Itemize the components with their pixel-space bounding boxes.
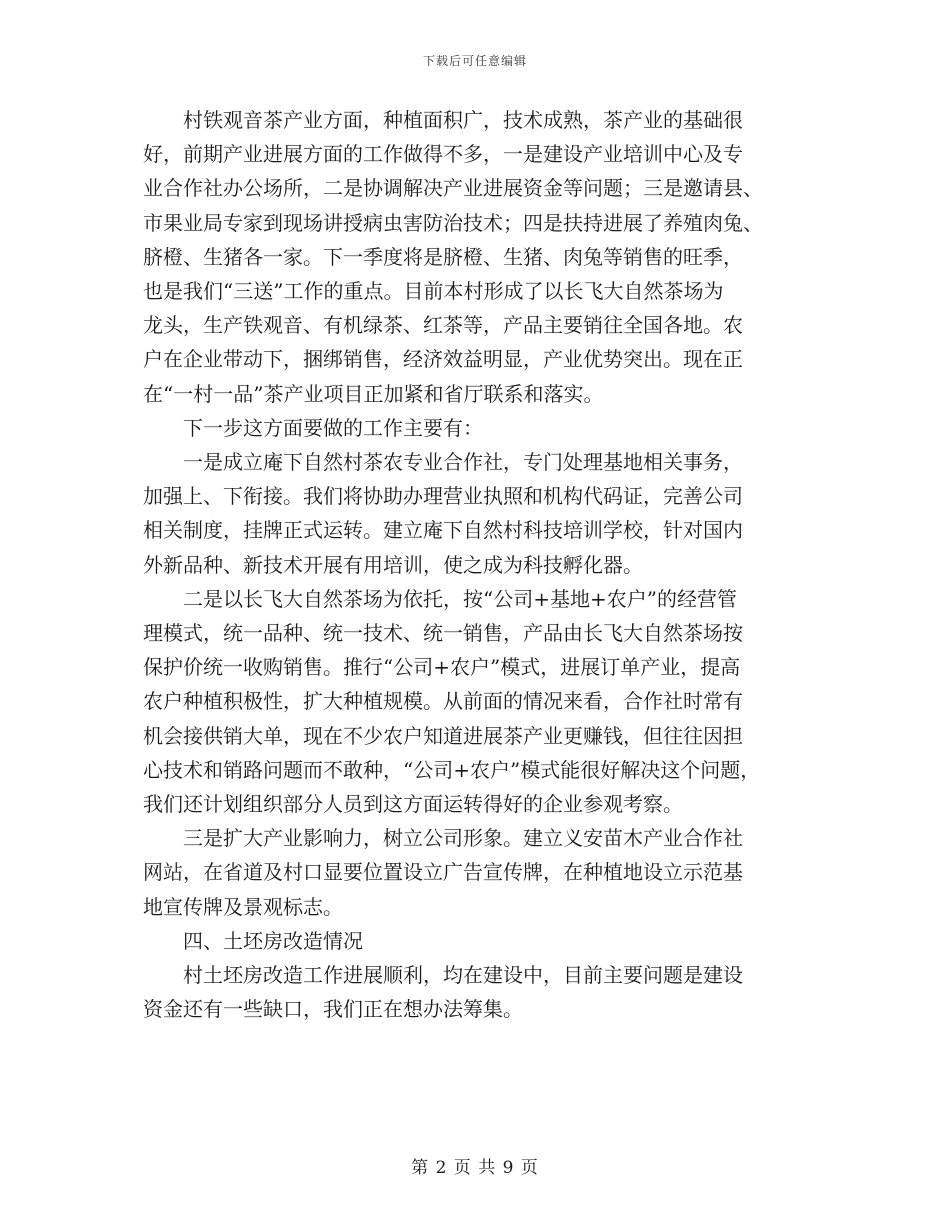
paragraph-tea-industry: 村铁观音茶产业方面，种植面积广，技术成熟，茶产业的基础很 好，前期产业进展方面的工作做得不多，一是建设产业培训中心及专 业合作社办公场所，二是协调解决产业进展资金等问题；三是邀请县、 市果业局专家到现场讲授病虫害防治技术；四是扶持进展了养殖肉兔、 脐橙、生猪各一家。下一季度将是脐橙、生猪、肉兔等销售的旺季， 也是我们“三送”工作的重点。目前本村形成了以长飞大自然茶场为 龙头，生产铁观音、有机绿茶、红茶等，产品主要销往全国各地。农 户在企业带动下，捆绑销售，经济效益明显，产业优势突出。现在正 在“一村一品”茶产业项目正加紧和省厅联系和落实。 xyxy=(143,108,763,406)
document-body xyxy=(143,103,815,1026)
paragraph-brand-influence: 三是扩大产业影响力，树立公司形象。建立义安苗木产业合作社 网站，在省道及村口显要位置设立广告宣传牌，在种植地设立示范基 地宣传牌及景观标志。 xyxy=(143,826,743,919)
paragraph-earth-houses: 村土坯房改造工作进展顺利，均在建设中，目前主要问题是建设 资金还有一些缺口，我们正在想办法筹集。 xyxy=(143,963,743,1022)
paragraph-cooperative: 一是成立庵下自然村茶农专业合作社，专门处理基地相关事务， 加强上、下衔接。我们将协助办理营业执照和机构代码证，完善公司 相关制度，挂牌正式运转。建立庵下自然村科技培训学校，针对国内 外新品种、新技术开展有用培训，使之成为科技孵化器。 xyxy=(143,450,743,577)
section-heading-earth-houses: 四、土坯房改造情况 xyxy=(143,928,363,953)
paragraph-company-model: 二是以长飞大自然茶场为依托，按“公司+基地+农户”的经营管 理模式，统一品种、统一技术、统一销售，产品由长飞大自然茶场按 保护价统一收购销售。推行“公司+农户”模式，进展订单产业，提高 农户种植积极性，扩大种植规模。从前面的情况来看，合作社时常有 机会接供销大单，现在不少农户知道进展茶产业更赚钱，但往往因担 心技术和销路问题而不敢种，“公司+农户”模式能很好解决这个问题， 我们还计划组织部分人员到这方面运转得好的企业参观考察。 xyxy=(143,586,761,817)
paragraph-next-steps-intro: 下一步这方面要做的工作主要有： xyxy=(143,415,483,440)
page-header: 下载后可任意编辑 xyxy=(422,54,527,68)
page-number-footer: 第 2 页 共 9 页 xyxy=(411,1158,539,1178)
